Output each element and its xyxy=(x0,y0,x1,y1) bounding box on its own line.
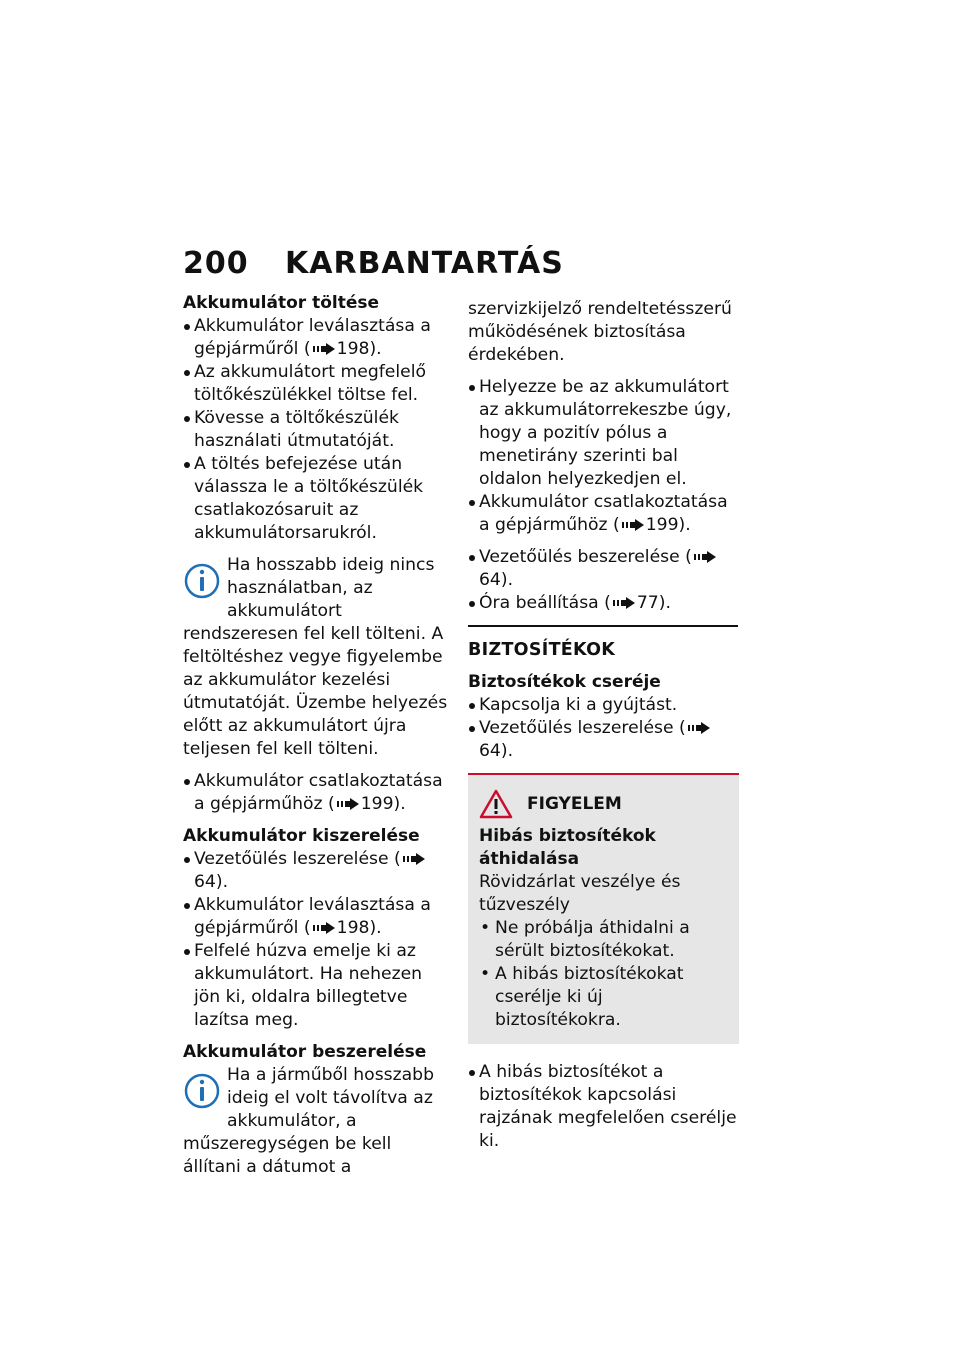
list-item: Akkumulátor csatlakoztatása a gépjárműhöz ( 199). xyxy=(468,491,738,537)
section-title-install: Akkumulátor beszerelése xyxy=(183,1042,427,1062)
list-item: Az akkumulátort megfelelő töltőkészülékkel töltse fel. xyxy=(183,361,448,407)
fuse-final-step xyxy=(468,1061,738,1153)
page-ref-link[interactable]: 198). xyxy=(336,918,382,938)
list-item: Kapcsolja ki a gyújtást. xyxy=(468,694,738,717)
list-item: Felfelé húzva emelje ki az akkumulátort. Ha nehezen jön ki, oldalra billegtetve lazítsa meg. xyxy=(183,940,448,1032)
note-text: Ha hosszabb ideig nincs használatban, az akkumulátort rendszeresen fel kell tölteni. A feltöltéshez vegye figyelembe az akkumulátor kezelési útmutatóját. Üzembe helyezés előtt az akkumulátort újra teljesen fel kell tölteni. xyxy=(183,555,448,759)
warning-box xyxy=(468,773,739,1044)
list-item: Vezetőülés leszerelése (64). xyxy=(183,848,448,894)
page-ref-link[interactable]: 64). xyxy=(194,872,229,892)
list-item: A töltés befejezése után válassza le a töltőkészülék csatlakozósaruit az akkumulátorsarukról. xyxy=(183,453,448,545)
list-item: Óra beállítása ( 77). xyxy=(468,592,738,615)
page-ref-arrow-icon xyxy=(613,597,635,609)
fuse-steps xyxy=(468,694,738,763)
page-ref-arrow-icon xyxy=(337,798,359,810)
page-ref-arrow-icon xyxy=(313,343,335,355)
warning-triangle-icon xyxy=(479,789,513,819)
section-title-fuses: BIZTOSÍTÉKOK xyxy=(468,640,616,660)
list-item: Kövesse a töltőkészülék használati útmutatóját. xyxy=(183,407,448,453)
connect-step xyxy=(183,770,448,816)
warning-header xyxy=(479,789,729,819)
chapter-title: KARBANTARTÁS xyxy=(285,246,564,281)
page-ref-arrow-icon xyxy=(688,722,710,734)
page-ref-arrow-icon xyxy=(622,519,644,531)
page-ref-link[interactable]: 64). xyxy=(479,741,514,761)
install-steps-continued xyxy=(468,546,738,615)
info-icon xyxy=(183,1068,221,1114)
page-ref-link[interactable]: 64). xyxy=(479,570,514,590)
page-ref-link[interactable]: 199). xyxy=(360,794,406,814)
page-ref-arrow-icon xyxy=(313,922,335,934)
page-ref-link[interactable]: 77). xyxy=(636,593,671,613)
list-item: Akkumulátor leválasztása a gépjárműről ( 198). xyxy=(183,315,448,361)
left-column xyxy=(183,292,448,1179)
list-item: A hibás biztosítékot a biztosítékok kapcsolási rajzának megfelelően cserélje ki. xyxy=(468,1061,738,1153)
section-divider xyxy=(468,625,738,627)
list-item: • Ne próbálja áthidalni a sérült biztosítékokat. xyxy=(479,917,729,963)
continued-text: szervizkijelző rendeltetésszerű működésének biztosítása érdekében. xyxy=(468,299,732,365)
page-number: 200 xyxy=(183,246,249,281)
page-ref-link[interactable]: 199). xyxy=(645,515,691,535)
note-text: Ha a járműből hosszabb ideig el volt távolítva az akkumulátor, a műszeregységen be kell állítani a dátumot a xyxy=(183,1065,434,1177)
warning-title: Hibás biztosítékok áthidalása xyxy=(479,826,656,869)
page-header xyxy=(183,246,564,282)
list-item: • A hibás biztosítékokat cserélje ki új biztosítékokra. xyxy=(479,963,729,1032)
list-item: Helyezze be az akkumulátort az akkumulátorrekeszbe úgy, hogy a pozitív pólus a menetirány szerinti bal oldalon helyezkedjen el. xyxy=(468,376,738,491)
section-title-removal: Akkumulátor kiszerelése xyxy=(183,826,420,846)
list-item: Akkumulátor leválasztása a gépjárműről ( 198). xyxy=(183,894,448,940)
warning-label: FIGYELEM xyxy=(527,794,622,814)
page-ref-arrow-icon xyxy=(403,853,425,865)
warning-text: Rövidzárlat veszélye és tűzveszély xyxy=(479,872,681,915)
right-column xyxy=(468,298,738,1153)
info-note xyxy=(183,554,448,761)
info-note xyxy=(183,1064,448,1179)
section-title-charging: Akkumulátor töltése xyxy=(183,293,380,313)
charging-steps xyxy=(183,315,448,545)
info-icon xyxy=(183,558,221,604)
subsection-title-fuse-replace: Biztosítékok cseréje xyxy=(468,672,661,692)
list-item: Vezetőülés beszerelése (64). xyxy=(468,546,738,592)
list-item: Akkumulátor csatlakoztatása a gépjárműhöz ( 199). xyxy=(183,770,448,816)
removal-steps xyxy=(183,848,448,1032)
page-ref-arrow-icon xyxy=(694,551,716,563)
warning-items xyxy=(479,917,729,1032)
page-ref-link[interactable]: 198). xyxy=(336,339,382,359)
install-steps xyxy=(468,376,738,537)
list-item: Vezetőülés leszerelése (64). xyxy=(468,717,738,763)
